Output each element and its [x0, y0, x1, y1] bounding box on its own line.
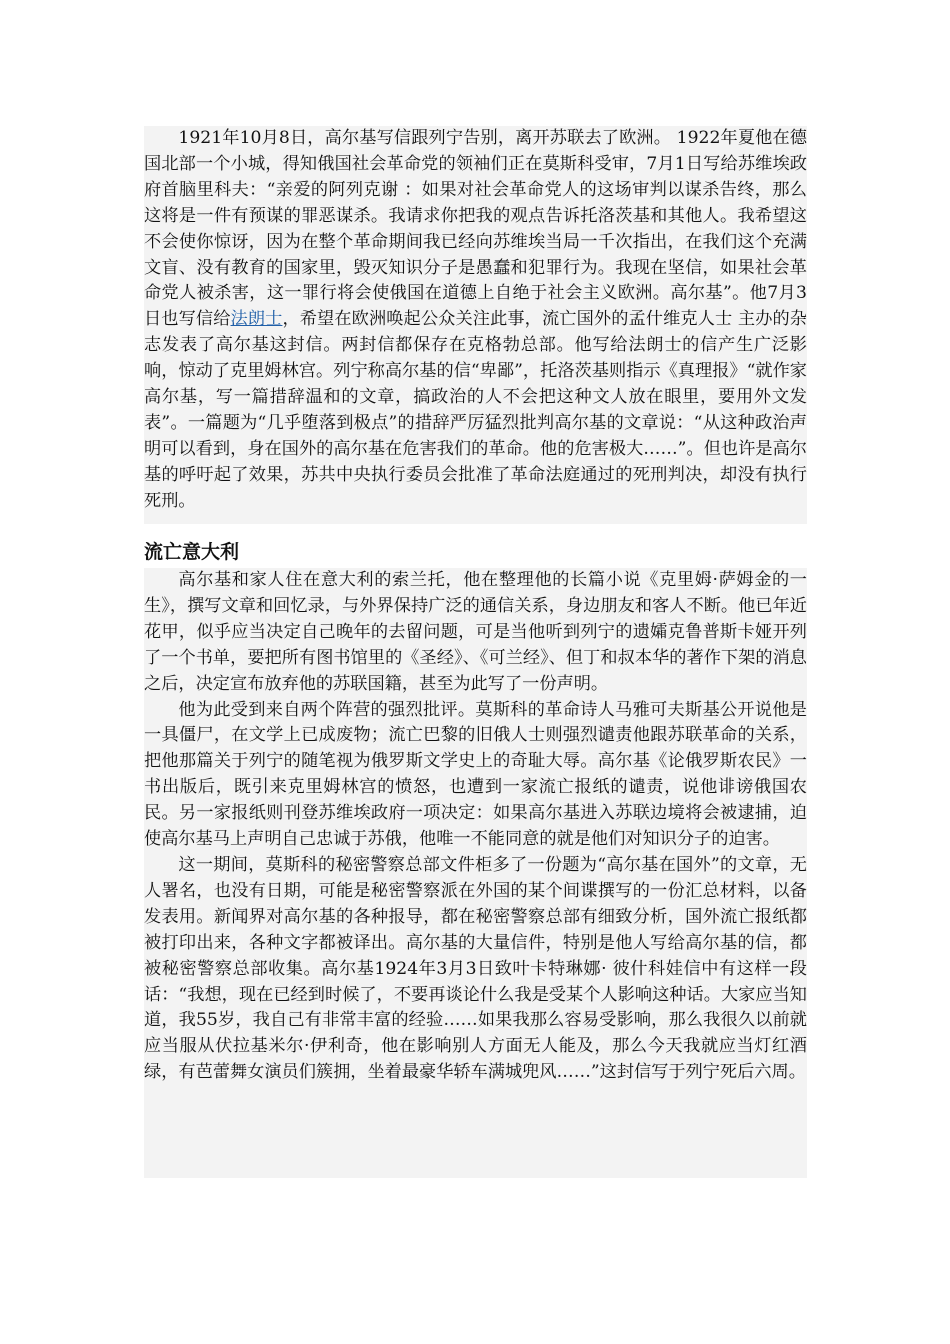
- paragraph-sorrento: 高尔基和家人住在意大利的索兰托，他在整理他的长篇小说《克里姆·萨姆金的一生》，撰写文章和回忆录，与外界保持广泛的通信关系，身边朋友和客人不断。他已年近花甲，似乎应当决定自己晚年的去留问题，可是当他听到列宁的遗孀克鲁普斯卡娅开列了一个书单，要把所有图书馆里的《圣经》、《可兰经》、但丁和叔本华的著作下架的消息之后，决定宣布放弃他的苏联国籍，甚至为此写了一份声明。: [144, 570, 807, 694]
- link-anatole-france[interactable]: 法朗士: [230, 309, 283, 330]
- paragraph-secret-police: 这一期间，莫斯科的秘密警察总部文件柜多了一份题为“高尔基在国外”的文章，无人署名，也没有日期，可能是秘密警察派在外国的某个间谍撰写的一份汇总材料，以备发表用。新闻界对高尔基的各种报导，都在秘密警察总部有细致分析，国外流亡报纸都被打印出来，各种文字都被译出。高尔基的大量信件，特别是他人写给高尔基的信，都被秘密警察总部收集。高尔基1924年3月3日致叶卡特琳娜· 彼什科娃信中有这样一段话：“我想，现在已经到时候了，不要再谈论什么我是受某个人影响这种话。大家应当知道，我55岁，我自己有非常丰富的经验……如果我那么容易受影响，那么我很久以前就应当服从伏拉基米尔·伊利奇，他在影响别人方面无人能及，那么今天我就应当灯红酒绿，有芭蕾舞女演员们簇拥，坐着最豪华轿车满城兜风……”这封信写于列宁死后六周。: [144, 854, 807, 1083]
- article-section-1: [144, 126, 807, 524]
- paragraph-text: 1921年10月8日，高尔基写信跟列宁告别，离开苏联去了欧洲。 1922年夏他在德国北部一个小城，得知俄国社会革命党的领袖们正在莫斯科受审，7月1日写给苏维埃政府首脑里科夫：“亲爱的阿列克谢 ：如果对社会革命党人的这场审判以谋杀告终，那么这将是一件有预谋的罪恶谋杀。我请求你把我的观点告诉托洛茨基和其他人。我希望这不会使你惊讶，因为在整个革命期间我已经向苏维埃当局一千次指出，在我们这个充满文盲、没有教育的国家里，毁灭知识分子是愚蠢和犯罪行为。我现在坚信，如果社会革命党人被杀害，这一罪行将会使俄国在道德上自绝于社会主义欧洲。高尔基”。他7月3日也写信给: [144, 128, 807, 330]
- paragraph-criticism: 他为此受到来自两个阵营的强烈批评。莫斯科的革命诗人马雅可夫斯基公开说他是一具僵尸，在文学上已成废物；流亡巴黎的旧俄人士则强烈谴责他跟苏联革命的关系，把他那篇关于列宁的随笔视为俄罗斯文学史上的奇耻大辱。高尔基《论俄罗斯农民》一书出版后，既引来克里姆林宫的愤怒，也遭到一家流亡报纸的谴责，说他诽谤俄国农民。另一家报纸则刊登苏维埃政府一项决定：如果高尔基进入苏联边境将会被逮捕，迫使高尔基马上声明自己忠诚于苏俄，他唯一不能同意的就是他们对知识分子的迫害。: [144, 699, 807, 850]
- article-section-2: [144, 568, 807, 1178]
- paragraph-gorky-letters: [144, 126, 807, 515]
- paragraph-text: ，希望在欧洲唤起公众关注此事，流亡国外的孟什维克人士 主办的杂志发表了高尔基这封信。两封信都保存在克格勃总部。他写给法朗士的信产生广泛影响，惊动了克里姆林宫。列宁称高尔基的信“卑鄙”，托洛茨基则指示《真理报》“就作家高尔基，写一篇措辞温和的文章，搞政治的人不会把这种文人放在眼里，要用外文发表”。一篇题为“几乎堕落到极点”的措辞严厉猛烈批判高尔基的文章说：“从这种政治声明可以看到，身在国外的高尔基在危害我们的革命。他的危害极大……”。但也许是高尔基的呼吁起了效果，苏共中央执行委员会批准了革命法庭通过的死刑判决，却没有执行死刑。: [144, 309, 807, 511]
- section-heading: 流亡意大利: [144, 541, 240, 563]
